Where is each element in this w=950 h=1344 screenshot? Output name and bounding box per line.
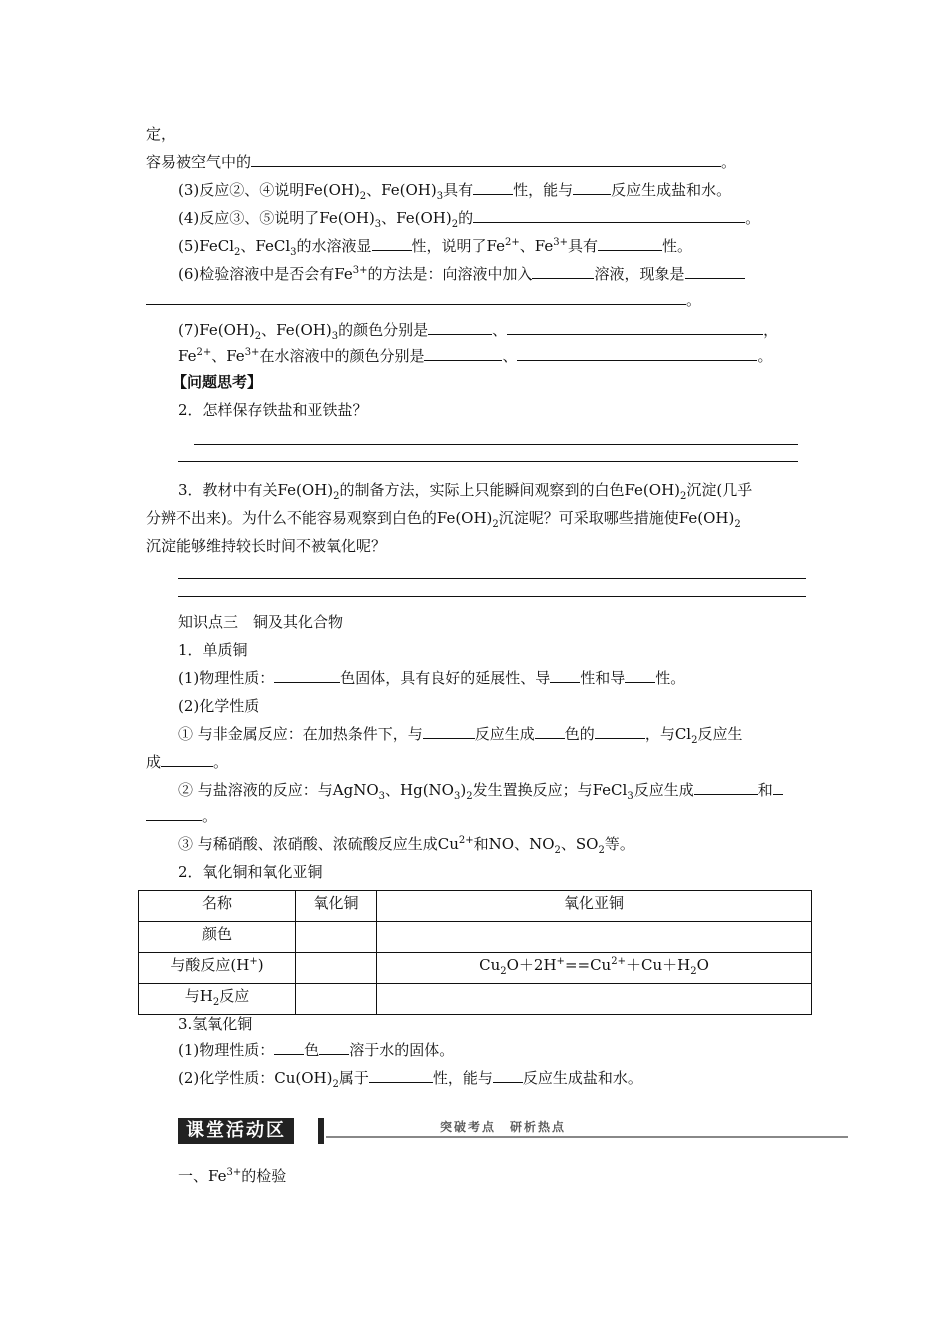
banner-tagline: 突破考点 研析热点 <box>440 1120 567 1134</box>
question-text: 分辨不出来)。为什么不能容易观察到白色的$Fe(OH)_2$沉淀呢？可采取哪些措施使$Fe(OH)_2$ <box>146 509 741 530</box>
text-line: ① 与非金属反应：在加热条件下，与 反应生成 色的 ，与$Cl_2$反应生 <box>178 725 743 746</box>
table-cell: 颜色 <box>139 922 296 953</box>
text-line: 。 <box>146 290 701 310</box>
text-line: 2．氧化铜和氧化亚铜 <box>178 863 323 881</box>
banner-title: 课堂活动区 <box>178 1118 294 1144</box>
text-line: (1)物理性质： 色 溶于水的固体。 <box>178 1041 455 1059</box>
text-line: (5)FeCl$_2$、FeCl$_3$的水溶液显 性，说明了$Fe^{2+}$、$Fe^{3+}$具有 性。 <box>178 237 692 258</box>
text-line: (3)反应②、④说明$Fe(OH)_2$、$Fe(OH)_3$具有 性，能与 反应生成盐和水。 <box>178 181 732 202</box>
table-header: 氧化铜 <box>296 891 377 922</box>
answer-line <box>178 596 806 597</box>
section-banner <box>178 1118 850 1148</box>
text-line: (2)化学性质 <box>178 697 260 715</box>
text-line: 容易被空气中的 。 <box>146 153 737 171</box>
answer-line <box>178 461 798 462</box>
text-line: $Fe^{2+}$、$Fe^{3+}$在水溶液中的颜色分别是 、 。 <box>178 347 773 365</box>
text-line: $(7)Fe(OH)_2$、$Fe(OH)_3$的颜色分别是 、 ， <box>178 321 779 342</box>
section-heading: 一、$Fe^{3+}$的检验 <box>178 1167 287 1185</box>
text-line: 。 <box>146 806 217 826</box>
banner-bar <box>318 1118 324 1144</box>
table-cell <box>296 953 377 984</box>
table-cell: $Cu_2O+2H^+==Cu^{2+}+Cu+H_2O$ <box>377 953 812 984</box>
question-text: 2．怎样保存铁盐和亚铁盐？ <box>178 401 368 419</box>
section-heading: 知识点三 铜及其化合物 <box>178 613 344 631</box>
text-line: 1．单质铜 <box>178 641 248 659</box>
text-line: ③ 与稀硝酸、浓硝酸、浓硫酸反应生成$Cu^{2+}$和NO、$NO_2$、$SO_2$等。 <box>178 835 635 856</box>
table-cell <box>296 984 377 1015</box>
text-line: (2)化学性质：$Cu(OH)_2$属于 性，能与 反应生成盐和水。 <box>178 1069 643 1090</box>
table-header: 名称 <box>139 891 296 922</box>
answer-line <box>178 578 806 579</box>
question-text: 沉淀能够维持较长时间不被氧化呢？ <box>146 537 387 555</box>
text-line: (4)反应③、⑤说明了$Fe(OH)_3$、$Fe(OH)_2$的 。 <box>178 209 761 230</box>
question-text: 3．教材中有关$Fe(OH)_2$的制备方法，实际上只能瞬间观察到的白色$Fe(OH)_2$沉淀(几乎 <box>178 481 753 502</box>
table-header: 氧化亚铜 <box>377 891 812 922</box>
answer-line <box>194 444 798 445</box>
banner-rule <box>326 1136 848 1138</box>
table-cell: 与$H_2$反应 <box>139 984 296 1015</box>
text-line: 3.氢氧化铜 <box>178 1015 253 1033</box>
section-heading: 【问题思考】 <box>172 373 263 391</box>
table-cell <box>377 922 812 953</box>
text-line: (1)物理性质： 色固体，具有良好的延展性、导 性和导 性。 <box>178 669 686 687</box>
table-cell <box>377 984 812 1015</box>
text-line: 定， <box>146 125 177 143</box>
text-line: 成 。 <box>146 753 229 771</box>
table-cell <box>296 922 377 953</box>
copper-oxide-table <box>138 890 812 1015</box>
text-line: (6)检验溶液中是否会有$Fe^{3+}$的方法是：向溶液中加入 溶液，现象是 <box>178 264 745 284</box>
table-cell: 与酸反应(H+) <box>139 953 296 984</box>
text-line: ② 与盐溶液的反应：与AgNO$_3$、$Hg(NO_3)_2$发生置换反应；与FeCl$_3$反应生成 和 <box>178 780 783 800</box>
